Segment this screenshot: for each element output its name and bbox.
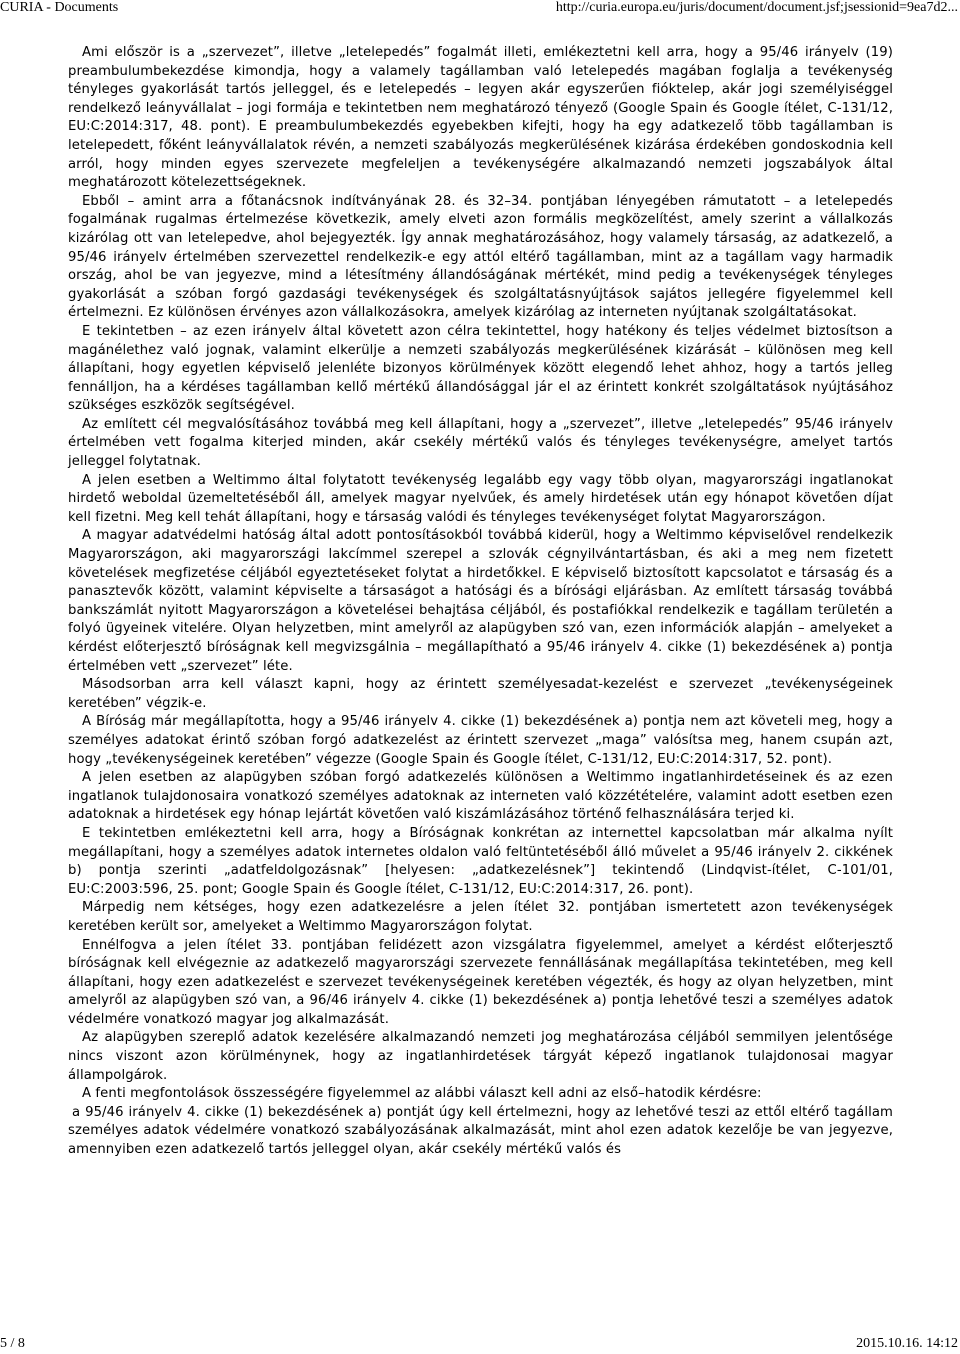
- paragraph: Másodsorban arra kell választ kapni, hogy az érintett személyesadat‑kezelést e szervezet „tevékenységeinek keretében” végzik‑e.: [68, 677, 893, 711]
- page-number: 5 / 8: [0, 1336, 25, 1351]
- paragraph: Az alapügyben szereplő adatok kezelésére alkalmazandó nemzeti jog meghatározása céljából semmilyen jelentősége nincs viszont azon körülménynek, hogy az ingatlanhirdetések tárgyát képező ingatlanok tulajdonosai magyar állampolgárok.: [68, 1030, 893, 1083]
- browser-header: [0, 0, 960, 16]
- paragraph: A fenti megfontolások összességére figyelemmel az alábbi választ kell adni az első–hatodik kérdésre:: [82, 1086, 762, 1102]
- paragraph: E tekintetben emlékeztetni kell arra, hogy a Bíróságnak konkrétan az internettel kapcsolatban már alkalma nyílt megállapítani, hogy a személyes adatok internetes oldalon való feltüntetéséből álló művelet a 95/46 irányelv 2. cikkének b) pontja szerinti „adatfeldolgozásnak” [helyesen: „adatkezelésnek”] tekintendő (Lindqvist‑ítélet, C‑101/01, EU:C:2003:596, 25. pont; Google Spain és Google ítélet, C‑131/12, EU:C:2014:317, 26. pont).: [68, 825, 893, 897]
- paragraph: Ebből – amint arra a főtanácsnok indítványának 28. és 32–34. pontjában lényegében rámutatott – a letelepedés fogalmának rugalmas értelmezése következik, amely elveti azon formális megközelítést, amely szerint a vállalkozás kizárólag ott van letelepedve, ahol bejegyezték. Így annak meghatározásához, hogy valamely társaság, az adatkezelő, a 95/46 irányelv értelmében szervezettel rendelkezik‑e egy attól eltérő tagállamban, mint az a tagállam vagy harmadik ország, ahol be van jegyezve, mind a létesítmény állandóságának mértékét, mind pedig a tevékenységek tényleges gyakorlását a szóban forgó gazdasági tevékenységek és szolgáltatásnyújtások sajátos jellegére figyelemmel kell értelmezni. Ez különösen érvényes azon vállalkozásokra, amelyek kizárólag az interneten nyújtanak szolgáltatásokat.: [68, 193, 893, 321]
- page-title: CURIA - Documents: [0, 0, 119, 15]
- document-body: [68, 44, 893, 1160]
- paragraph: A magyar adatvédelmi hatóság által adott pontosításokból továbbá kiderül, hogy a Weltimmo képviselővel rendelkezik Magyarországon, aki magyarországi lakcímmel szerepel a szlovák cégnyilvántartásban, és aki a meg nem fizetett követelések megfizetése céljából egyeztetéseket folytat a hirdetőkkel. E képviselő biztosított kapcsolatot e társaság és a panasztevők között, valamint képviselte a társaságot a hatósági és a bírósági eljárásban. Az említett társaság továbbá bankszámlát nyitott Magyarországon a követelései behajtása céljából, és postafiókkal rendelkezik e tagállam területén a folyó ügyeinek vitelére. Olyan helyzetben, mint amelyről az alapügyben szó van, ezen információk alapján – amelyeket a kérdést előterjesztő bíróságnak kell megvizsgálnia – megállapítható a 95/46 irányelv 4. cikke (1) bekezdésének a) pontja értelmében vett „szervezet” léte.: [68, 528, 893, 674]
- paragraph: a 95/46 irányelv 4. cikke (1) bekezdésének a) pontját úgy kell értelmezni, hogy az lehetővé teszi az ettől eltérő tagállam személyes adatok védelmére vonatkozó szabályozásának alkalmazását, mint ahol ezen adatok kezelője be van jegyezve, amennyiben ezen adatkezelő tartós jelleggel olyan, akár csekély mértékű valós és: [68, 1104, 893, 1158]
- paragraph: Márpedig nem kétséges, hogy ezen adatkezelésre a jelen ítélet 32. pontjában ismertetett azon tevékenységek keretében került sor, amelyeket a Weltimmo Magyarországon folytat.: [68, 900, 893, 934]
- paragraph: Ennélfogva a jelen ítélet 33. pontjában felidézett azon vizsgálatra figyelemmel, amelyet a kérdést előterjesztő bíróságnak kell elvégeznie az adatkezelő magyarországi szervezete fennállásának megállapítása tekintetében, meg kell állapítani, hogy ezen adatkezelést e szervezet tevékenységeinek keretében végezték, és hogy az olyan helyzetben, mint amelyről az alapügyben szó van, a 96/46 irányelv 4. cikke (1) bekezdésének a) pontja lehetővé teszi a személyes adatok védelmére vonatkozó magyar jog alkalmazását.: [68, 937, 893, 1027]
- print-datetime: 2015.10.16. 14:12: [856, 1336, 958, 1351]
- browser-footer: [0, 1336, 960, 1352]
- page-url[interactable]: http://curia.europa.eu/juris/document/document.jsf;jsessionid=9ea7d2...: [555, 0, 958, 15]
- paragraph: A jelen esetben a Weltimmo által folytatott tevékenység legalább egy vagy több olyan, magyarországi ingatlanokat hirdető weboldal üzemeltetéséből áll, amelyek magyar nyelvűek, és amely hirdetések után egy hónapot követően díjat kell fizetni. Meg kell tehát állapítani, hogy e társaság valódi és tényleges tevékenységet folytat Magyarországon.: [68, 472, 893, 525]
- paragraph: A Bíróság már megállapította, hogy a 95/46 irányelv 4. cikke (1) bekezdésének a) pontja nem azt követeli meg, hogy a személyes adatokat érintő szóban forgó adatkezelést az érintett szervezet „maga” valósítsa meg, hanem csupán azt, hogy „tevékenységeinek keretében” végezze (Google Spain és Google ítélet, C‑131/12, EU:C:2014:317, 52. pont).: [68, 714, 893, 767]
- paragraph: Az említett cél megvalósításához továbbá meg kell állapítani, hogy a „szervezet”, illetve „letelepedés” 95/46 irányelv értelmében vett fogalma kiterjed minden, akár csekély mértékű valós és tényleges tevékenységre, amelyet tartós jelleggel folytatnak.: [68, 416, 893, 470]
- paragraph: A jelen esetben az alapügyben szóban forgó adatkezelés különösen a Weltimmo ingatlanhirdetéseinek és az ezen ingatlanok tulajdonosaira vonatkozó személyes adatoknak az interneten való közzétételére, valamint adott esetben ezen adatoknak a hirdetések egy hónap lejártát követően való kiszámlázásához történő felhasználására terjed ki.: [68, 770, 893, 823]
- paragraph: E tekintetben – az ezen irányelv által követett azon célra tekintettel, hogy hatékony és teljes védelmet biztosítson a magánélethez való jognak, valamint elkerülje a nemzeti szabályozás megkerülésének kizárását – különösen meg kell állapítani, hogy egyetlen képviselő jelenléte bizonyos körülmények között elegendő lehet ahhoz, hogy a tartós jelleg fennálljon, ha a kérdéses tagállamban kellő mértékű állandósággal jár el az érintett konkrét szolgáltatások nyújtásához szükséges eszközök segítségével.: [68, 323, 893, 414]
- paragraph: Ami először is a „szervezet”, illetve „letelepedés” fogalmát illeti, emlékeztetni kell arra, hogy a 95/46 irányelv (19) preambulumbekezdése kimondja, hogy a valamely tagállamban való letelepedés magában foglalja a tevékenység tényleges gyakorlását tartós jelleggel, és e letelepedés – legyen akár egyszerűen fióktelep, akár jogi személyiséggel rendelkező leányvállalat – jogi formája e tekintetben nem meghatározó tényező (Google Spain és Google ítélet, C‑131/12, EU:C:2014:317, 48. pont). E preambulumbekezdés egyebekben kifejti, hogy ha egy adatkezelő több tagállamban is letelepedett, főként leányvállalatok révén, a nemzeti szabályozás megkerülésének kizárása érdekében gondoskodnia kell arról, hogy minden egyes szervezete megfeleljen a tevékenységére alkalmazandó nemzeti jogszabályok által meghatározott kötelezettségeknek.: [68, 45, 893, 191]
